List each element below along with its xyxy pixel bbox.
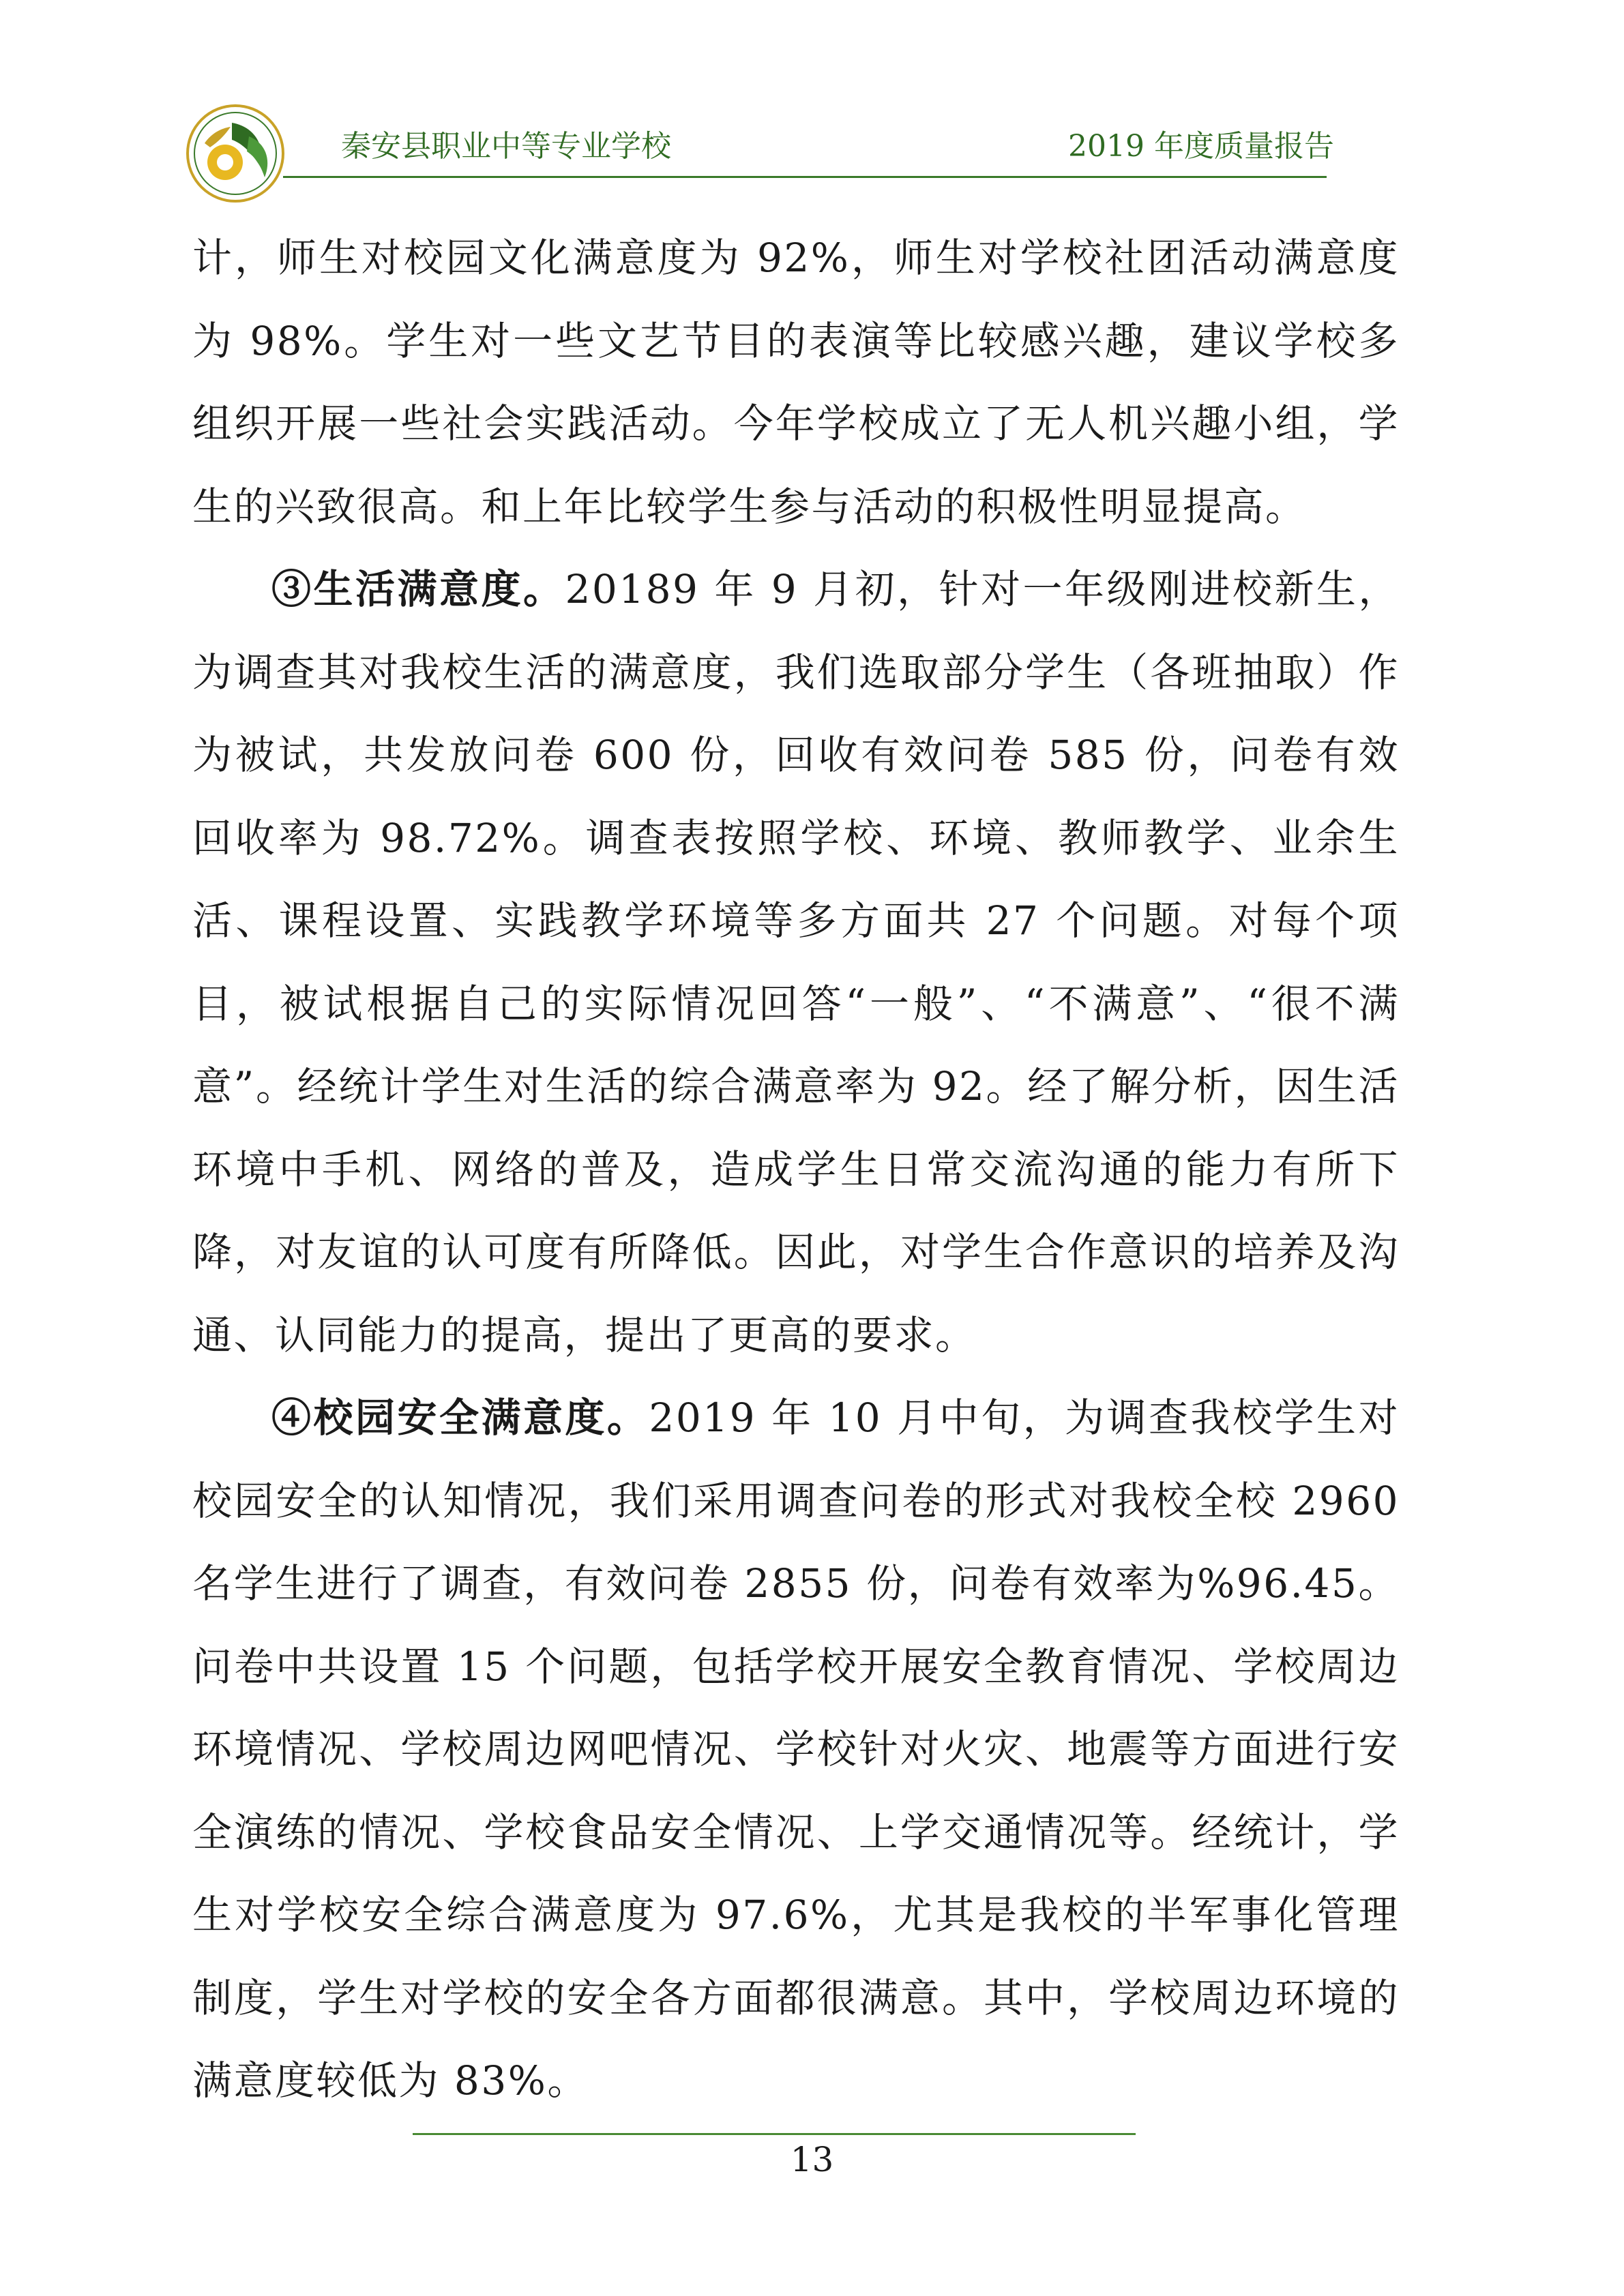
school-name: 秦安县职业中等专业学校 [341, 129, 671, 164]
footer-divider [413, 2133, 1136, 2135]
header-divider [283, 176, 1327, 178]
paragraph-text: 2019 年 10 月中旬，为调查我校学生对校园安全的认知情况，我们采用调查问卷的形式对我校全校 2960 名学生进行了调查，有效问卷 2855 份，问卷有效率为%96.45。问卷中共设置 15 个问题，包括学校开展安全教育情况、学校周边环境情况、学校周边网吧情况、学校针对火灾、地震等方面进行安全演练的情况、学校食品安全情况、上学交通情况等。经统计，学生对学校安全综合满意度为 97.6%，尤其是我校的半军事化管理制度，学生对学校的安全各方面都很满意。其中，学校周边环境的满意度较低为 83%。 [192, 1395, 1400, 2104]
page-header [184, 102, 1344, 177]
page-number: 13 [790, 2140, 834, 2179]
report-title: 2019 年度质量报告 [1068, 129, 1334, 164]
document-body [192, 217, 1400, 2123]
paragraph-lead: ④校园安全满意度。 [271, 1395, 649, 1441]
paragraph-campus-culture [192, 217, 1400, 548]
paragraph-life-satisfaction [192, 548, 1400, 1377]
school-emblem-icon [184, 102, 286, 205]
paragraph-text: 计，师生对校园文化满意度为 92%，师生对学校社团活动满意度为 98%。学生对一些文艺节目的表演等比较感兴趣，建议学校多组织开展一些社会实践活动。今年学校成立了无人机兴趣小组，学生的兴致很高。和上年比较学生参与活动的积极性明显提高。 [192, 235, 1400, 530]
paragraph-lead: ③生活满意度。 [271, 566, 565, 612]
paragraph-campus-safety [192, 1377, 1400, 2123]
paragraph-text: 20189 年 9 月初，针对一年级刚进校新生，为调查其对我校生活的满意度，我们选取部分学生（各班抽取）作为被试，共发放问卷 600 份，回收有效问卷 585 份，问卷有效回收率为 98.72%。调查表按照学校、环境、教师教学、业余生活、课程设置、实践教学环境等多方面共 27 个问题。对每个项目，被试根据自己的实际情况回答“一般”、“不满意”、“很不满意”。经统计学生对生活的综合满意率为 92。经了解分析，因生活环境中手机、网络的普及，造成学生日常交流沟通的能力有所下降，对友谊的认可度有所降低。因此，对学生合作意识的培养及沟通、认同能力的提高，提出了更高的要求。 [192, 566, 1400, 1358]
